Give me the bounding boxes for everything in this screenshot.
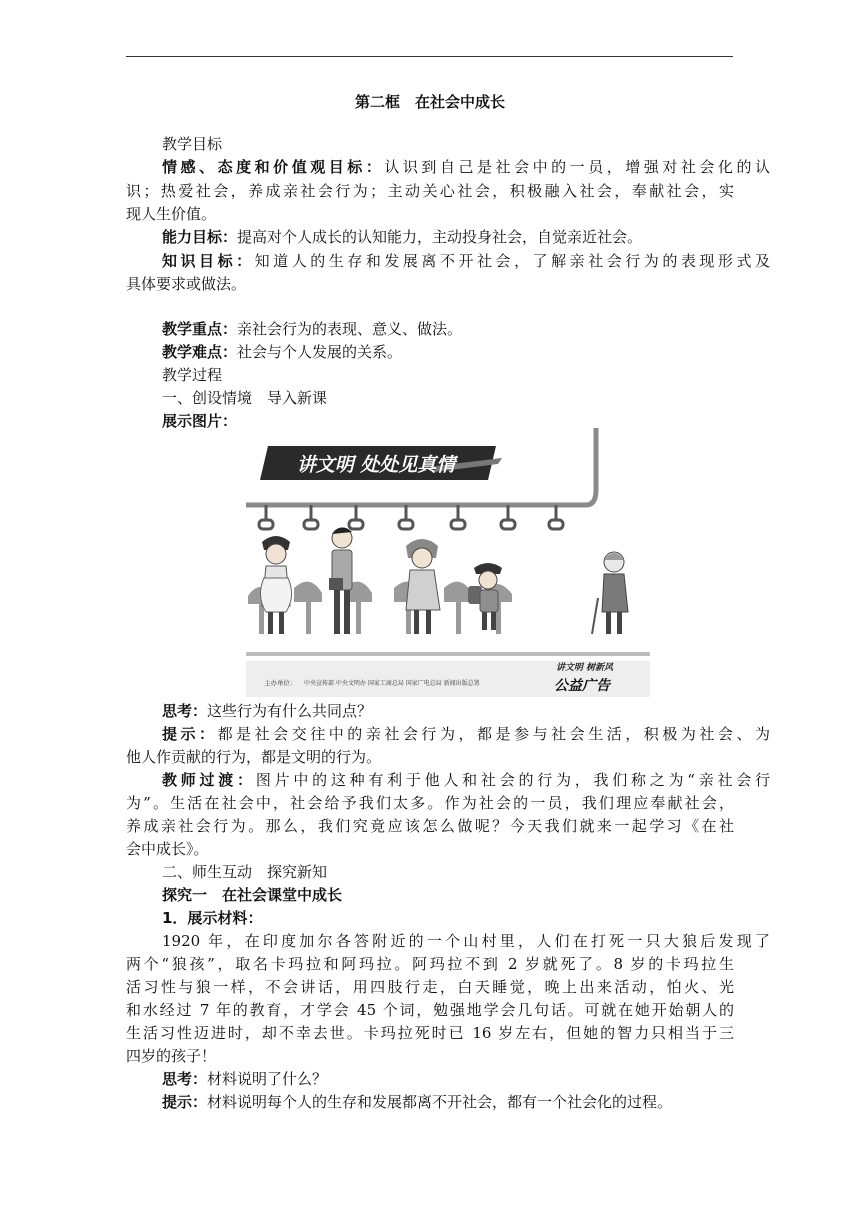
process-heading: 教学过程	[162, 366, 223, 384]
knowledge-goal-label: 知识目标：	[162, 252, 255, 270]
goals-heading: 教学目标	[162, 135, 223, 153]
poster-sponsors: 中央宣传部 中央文明办 国家工商总局 国家广电总局 新闻出版总署	[304, 680, 480, 687]
knowledge-goal	[126, 250, 770, 273]
material-label: 1．展示材料：	[162, 909, 263, 927]
ability-goal-text: 提高对个人成长的认知能力，主动投身社会，自觉亲近社会。	[237, 228, 643, 246]
hint-label-1: 提示：	[162, 725, 218, 743]
material-line4: 和水经过 7 年的教育，才学会 45 个词，勉强地学会几句话。可就在她开始朝人的	[126, 1001, 734, 1019]
ability-goal-label: 能力目标：	[162, 228, 238, 246]
section1-heading: 一、创设情境 导入新课	[162, 389, 328, 407]
emotion-goal-text: 认识到自己是社会中的一员，增强对社会化的认	[384, 158, 770, 176]
hint-1	[126, 723, 770, 746]
material-line2: 两个“狼孩”，取名卡玛拉和阿玛拉。阿玛拉不到 2 岁就死了。8 岁的卡玛拉生	[126, 955, 734, 973]
slogan-banner	[260, 446, 502, 480]
header-rule	[126, 56, 733, 57]
knowledge-goal-text: 知道人的生存和发展离不开社会，了解亲社会行为的表现形式及	[254, 252, 770, 270]
transition-label: 教师过渡：	[162, 771, 256, 789]
poster-slogan: 讲文明 处处见真情	[296, 454, 456, 476]
think-question-1	[126, 700, 770, 723]
hint-2	[126, 1091, 770, 1114]
material-line6: 四岁的孩子！	[126, 1047, 217, 1065]
knowledge-goal-line2: 具体要求或做法。	[126, 275, 247, 293]
focus-text: 亲社会行为的表现、意义、做法。	[237, 320, 463, 338]
transition-line4: 会中成长》。	[126, 840, 209, 858]
hint-1-line2: 他人作贡献的行为，都是文明的行为。	[126, 748, 382, 766]
poster-sponsor-label: 主办单位：	[264, 679, 297, 687]
hint-text-1: 都是社会交往中的亲社会行为，都是参与社会生活，积极为社会、为	[217, 725, 770, 743]
transition-text: 图片中的这种有利于他人和社会的行为，我们称之为“亲社会行	[255, 771, 770, 789]
teacher-transition	[126, 769, 770, 792]
difficulty-text: 社会与个人发展的关系。	[237, 343, 403, 361]
poster-corner-label: 公益广告	[554, 678, 610, 694]
difficulty-label: 教学难点：	[162, 343, 238, 361]
material-line5: 生活习性迈进时，却不幸去世。卡玛拉死时已 16 岁左右，但她的智力只相当于三	[126, 1024, 734, 1042]
teaching-difficulty	[126, 341, 770, 364]
material-line3: 活习性与狼一样，不会讲话，用四肢行走，白天睡觉，晚上出来活动，怕火、光	[126, 978, 734, 996]
show-picture-label: 展示图片：	[162, 412, 238, 430]
hint-text-2: 材料说明每个人的生存和发展都离不开社会，都有一个社会化的过程。	[207, 1093, 673, 1111]
teaching-focus	[126, 318, 770, 341]
transition-line3: 养成亲社会行为。那么，我们究竟应该怎么做呢？今天我们就来一起学习《在社	[126, 817, 734, 835]
transition-line2: 为”。生活在社会中，社会给予我们太多。作为社会的一员，我们理应奉献社会，	[126, 794, 734, 812]
focus-label: 教学重点：	[162, 320, 238, 338]
poster-corner-slogan: 讲文明 树新风	[556, 663, 614, 673]
hint-label-2: 提示：	[162, 1093, 208, 1111]
emotion-goal	[126, 156, 770, 179]
explore1-heading: 探究一 在社会课堂中成长	[162, 886, 343, 904]
emotion-goal-line2: 识；热爱社会，养成亲社会行为；主动关心社会，积极融入社会，奉献社会，实	[126, 182, 734, 200]
think-text-1: 这些行为有什么共同点？	[207, 702, 373, 720]
material-line1: 1920 年，在印度加尔各答附近的一个山村里，人们在打死一只大狼后发现了	[162, 932, 770, 950]
think-question-2	[126, 1068, 770, 1091]
public-service-poster	[246, 428, 650, 697]
page-title: 第二框 在社会中成长	[354, 93, 505, 111]
think-label-2: 思考：	[162, 1070, 208, 1088]
emotion-goal-line3: 现人生价值。	[126, 205, 217, 223]
ability-goal	[126, 226, 770, 249]
think-text-2: 材料说明了什么？	[207, 1070, 328, 1088]
emotion-goal-label: 情感、态度和价值观目标：	[162, 158, 385, 176]
think-label-1: 思考：	[162, 702, 208, 720]
section2-heading: 二、师生互动 探究新知	[162, 863, 328, 881]
